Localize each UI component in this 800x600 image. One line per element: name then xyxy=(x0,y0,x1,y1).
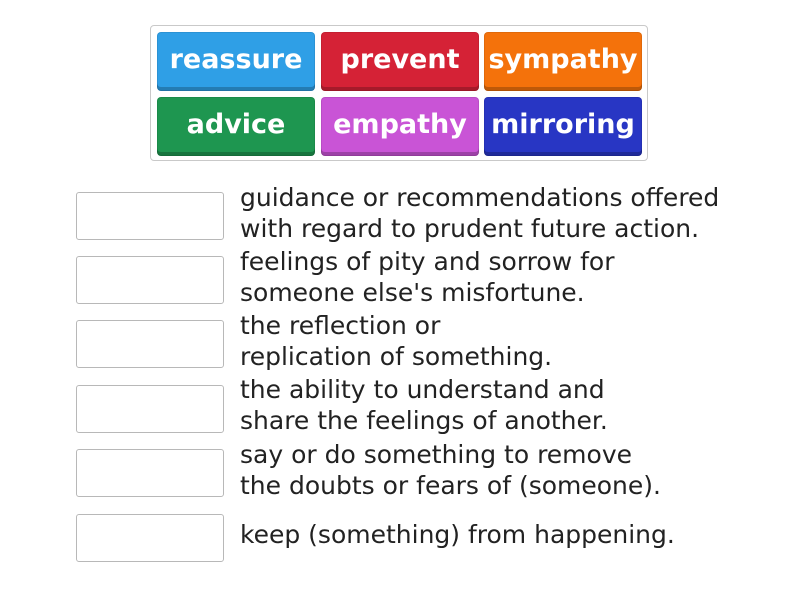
definition-3-line-1: the reflection or xyxy=(240,311,441,340)
answer-drop-box-3[interactable] xyxy=(76,320,224,368)
definition-3-line-2: replication of something. xyxy=(240,342,553,371)
definition-1 xyxy=(240,182,760,244)
definition-2-line-2: someone else's misfortune. xyxy=(240,278,585,307)
word-tile-reassure[interactable]: reassure xyxy=(157,32,315,91)
word-tile-prevent[interactable]: prevent xyxy=(321,32,479,91)
answer-drop-box-6[interactable] xyxy=(76,514,224,562)
word-tile-empathy[interactable]: empathy xyxy=(321,97,479,156)
word-bank xyxy=(150,25,648,161)
definition-2-line-1: feelings of pity and sorrow for xyxy=(240,247,615,276)
word-tile-mirroring[interactable]: mirroring xyxy=(484,97,642,156)
word-tile-advice[interactable]: advice xyxy=(157,97,315,156)
definition-4-line-2: share the feelings of another. xyxy=(240,406,608,435)
definition-5-line-2: the doubts or fears of (someone). xyxy=(240,471,661,500)
definition-3 xyxy=(240,310,760,372)
definition-5-line-1: say or do something to remove xyxy=(240,440,633,469)
definition-2 xyxy=(240,246,760,308)
definition-4-line-1: the ability to understand and xyxy=(240,375,605,404)
answer-drop-box-4[interactable] xyxy=(76,385,224,433)
answer-drop-box-2[interactable] xyxy=(76,256,224,304)
answer-drop-box-5[interactable] xyxy=(76,449,224,497)
answer-drop-box-1[interactable] xyxy=(76,192,224,240)
definition-4 xyxy=(240,374,760,436)
definition-6-line-1: keep (something) from happening. xyxy=(240,520,675,549)
definition-6 xyxy=(240,519,760,550)
definition-5 xyxy=(240,439,760,501)
definition-1-line-1: guidance or recommendations offered xyxy=(240,183,720,212)
definition-1-line-2: with regard to prudent future action. xyxy=(240,214,700,243)
word-tile-sympathy[interactable]: sympathy xyxy=(484,32,642,91)
